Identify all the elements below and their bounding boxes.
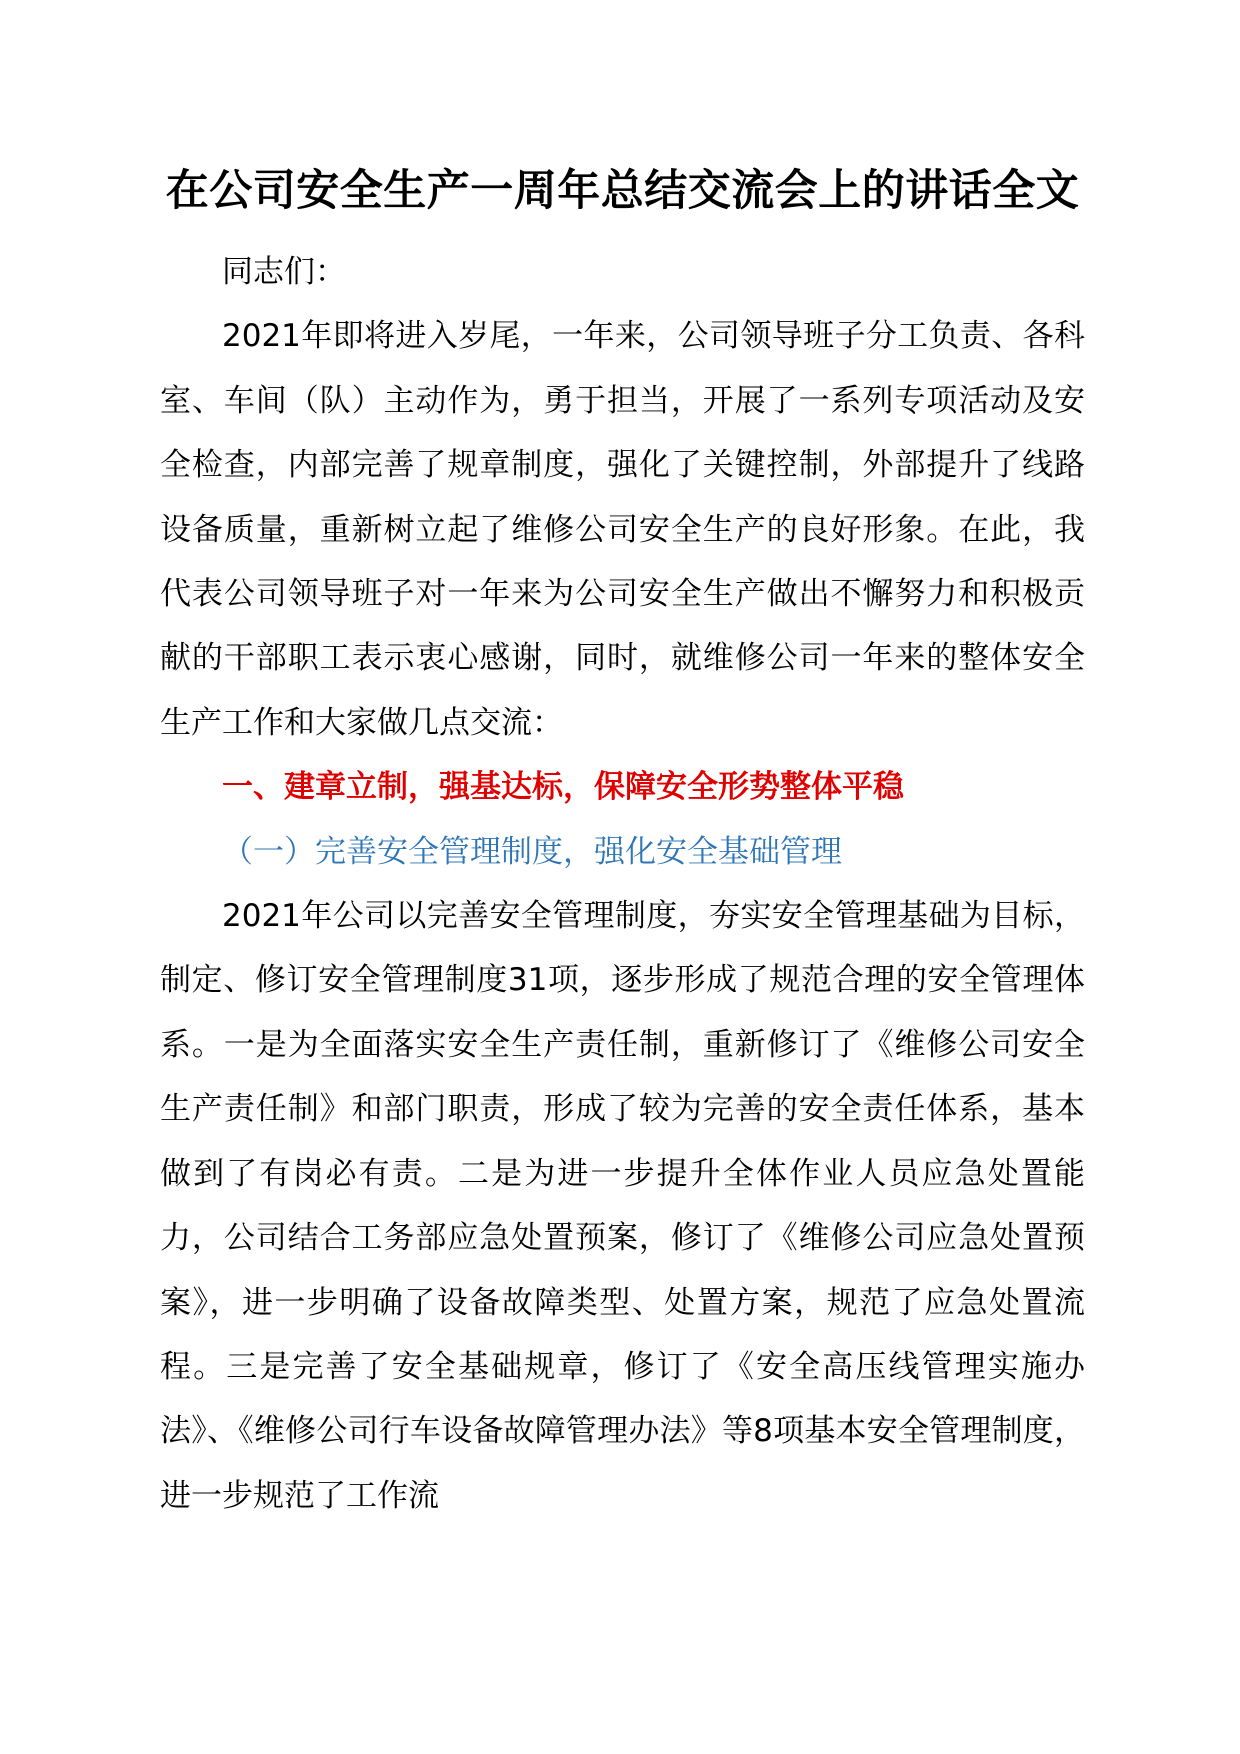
section-heading-1: 一、建章立制，强基达标，保障安全形势整体平稳 [222, 769, 904, 806]
document-title: 在公司安全生产一周年总结交流会上的讲话全文 [165, 166, 1080, 216]
salutation: 同志们： [222, 254, 346, 290]
subsection-heading-1: （一）完善安全管理制度，强化安全基础管理 [222, 833, 842, 870]
intro-paragraph: 2021年即将进入岁尾，一年来，公司领导班子分工负责、各科室、车间（队）主动作为，勇于担当，开展了一系列专项活动及安全检查，内部完善了规章制度，强化了关键控制，外部提升了线路设备质量，重新树立起了维修公司安全生产的良好形象。在此，我代表公司领导班子对一年来为公司安全生产做出不懈努力和积极贡献的干部职工表示衷心感谢，同时，就维修公司一年来的整体安全生产工作和大家做几点交流： [160, 318, 1085, 741]
body-paragraph: 2021年公司以完善安全管理制度，夯实安全管理基础为目标，制定、修订安全管理制度31项，逐步形成了规范合理的安全管理体系。一是为全面落实安全生产责任制，重新修订了《维修公司安全生产责任制》和部门职责，形成了较为完善的安全责任体系，基本做到了有岗必有责。二是为进一步提升全体作业人员应急处置能力，公司结合工务部应急处置预案，修订了《维修公司应急处置预案》，进一步明确了设备故障类型、处置方案，规范了应急处置流程。三是完善了安全基础规章，修订了《安全高压线管理实施办法》、《维修公司行车设备故障管理办法》等8项基本安全管理制度，进一步规范了工作流 [160, 898, 1085, 1514]
